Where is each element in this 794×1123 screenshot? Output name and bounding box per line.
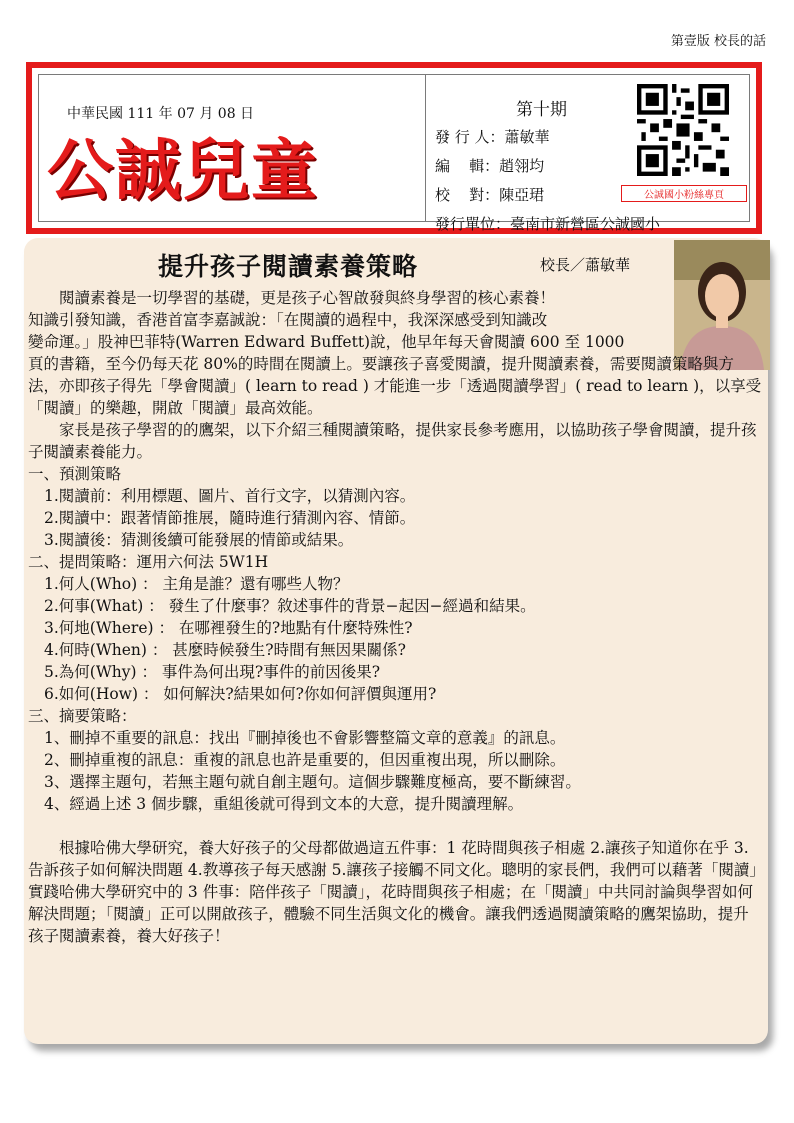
qr-code-icon	[637, 84, 729, 176]
issue-date: 中華民國 111 年 07 月 08 日	[67, 106, 255, 122]
list-item: 1.閱讀前：利用標題、圖片、首行文字，以猜測內容。	[44, 487, 416, 505]
list-item: 5.為何(Why) ： 事件為何出現?事件的前因後果?	[44, 663, 381, 681]
list-item: 4.何時(When) ： 甚麼時候發生?時間有無因果關係?	[44, 641, 406, 659]
list-item: 3.何地(Where) ： 在哪裡發生的?地點有什麼特殊性?	[44, 619, 413, 637]
list-item: 2.何事(What) ： 發生了什麼事？敘述事件的背景−起因−經過和結果。	[44, 597, 536, 615]
list-item: 1.何人(Who) ： 主角是誰？還有哪些人物？	[44, 575, 349, 593]
section-summary-title: 三、摘要策略：	[28, 707, 137, 725]
masthead	[26, 62, 762, 234]
section-predict-title: 一、預測策略	[28, 465, 122, 483]
list-item: 6.如何(How) ： 如何解決?結果如何?你如何評價與運用?	[44, 685, 437, 703]
list-item: 3.閱讀後：猜測後續可能發展的情節或結果。	[44, 531, 354, 549]
list-item: 2、刪掉重複的訊息：重複的訊息也許是重要的，但因重複出現，所以刪除。	[44, 751, 566, 769]
editor: 編 輯：趙翎均	[435, 157, 545, 175]
publishing-unit: 發行單位：臺南市新營區公誠國小	[435, 215, 661, 233]
staff-list	[435, 123, 660, 239]
list-item: 2.閱讀中：跟著情節推展，隨時進行猜測內容、情節。	[44, 509, 416, 527]
parent-paragraph: 家長是孩子學習的的鷹架，以下介紹三種閱讀策略，提供家長參考應用，以協助孩子學會閱讀，提升孩子閱讀素養能力。	[28, 421, 757, 461]
edition-label: 第壹版 校長的話	[670, 34, 766, 49]
newspaper-logo: 公誠兒童	[47, 132, 319, 209]
masthead-frame	[38, 74, 750, 233]
list-item: 1、刪掉不重要的訊息：找出『刪掉後也不會影響整篇文章的意義』的訊息。	[44, 729, 566, 747]
article-byline: 校長／蕭敏華	[540, 256, 631, 274]
intro-paragraph-rest: 頁的書籍，至今仍每天花 80%的時間在閱讀上。要讓孩子喜愛閱讀，提升閱讀素養，需要閱讀策略與方法，亦即孩子得先「學會閱讀」( learn to read ) 才能進一步「透過閱讀學習」( read to learn )，以享受「閱讀」的樂趣，開啟「閱讀」最高效能。	[28, 355, 762, 417]
intro-line-3: 變命運。」股神巴菲特(Warren Edward Buffett)說，他早年每天會閱讀 600 至 1000	[28, 333, 625, 351]
qr-caption: 公誠國小粉絲專頁	[621, 185, 747, 202]
article-body	[28, 287, 764, 947]
publisher: 發 行 人：蕭敏華	[435, 128, 550, 146]
intro-line-2: 知識引發知識，香港首富李嘉誠說：「在閱讀的過程中，我深深感受到知識改	[28, 311, 548, 329]
article-title: 提升孩子閱讀素養策略	[158, 252, 419, 281]
intro-line-1: 閱讀素養是一切學習的基礎，更是孩子心智啟發與終身學習的核心素養！	[59, 289, 556, 307]
list-item: 3、選擇主題句，若無主題句就自創主題句。這個步驟難度極高，要不斷練習。	[44, 773, 581, 791]
proofreader: 校 對：陳亞珺	[435, 186, 545, 204]
closing-paragraph: 根據哈佛大學研究，養大好孩子的父母都做過這五件事：1 花時間與孩子相處 2.讓孩子知道你在乎 3.告訴孩子如何解決問題 4.教導孩子每天感謝 5.讓孩子接觸不同文化。聰明的家長們，我們可以藉著「閱讀」實踐哈佛大學研究中的 3 件事：陪伴孩子「閱讀」，花時間與孩子相處；在「閱讀」中共同討論與學習如何解決問題；「閱讀」正可以開啟孩子，體驗不同生活與文化的機會。讓我們透過閱讀策略的鷹架協助，提升孩子閱讀素養，養大好孩子！	[28, 839, 758, 945]
issue-number: 第十期	[516, 100, 567, 120]
list-item: 4、經過上述 3 個步驟，重組後就可得到文本的大意，提升閱讀理解。	[44, 795, 524, 813]
masthead-divider	[425, 75, 426, 221]
section-question-title: 二、提問策略：運用六何法 5W1H	[28, 553, 269, 571]
